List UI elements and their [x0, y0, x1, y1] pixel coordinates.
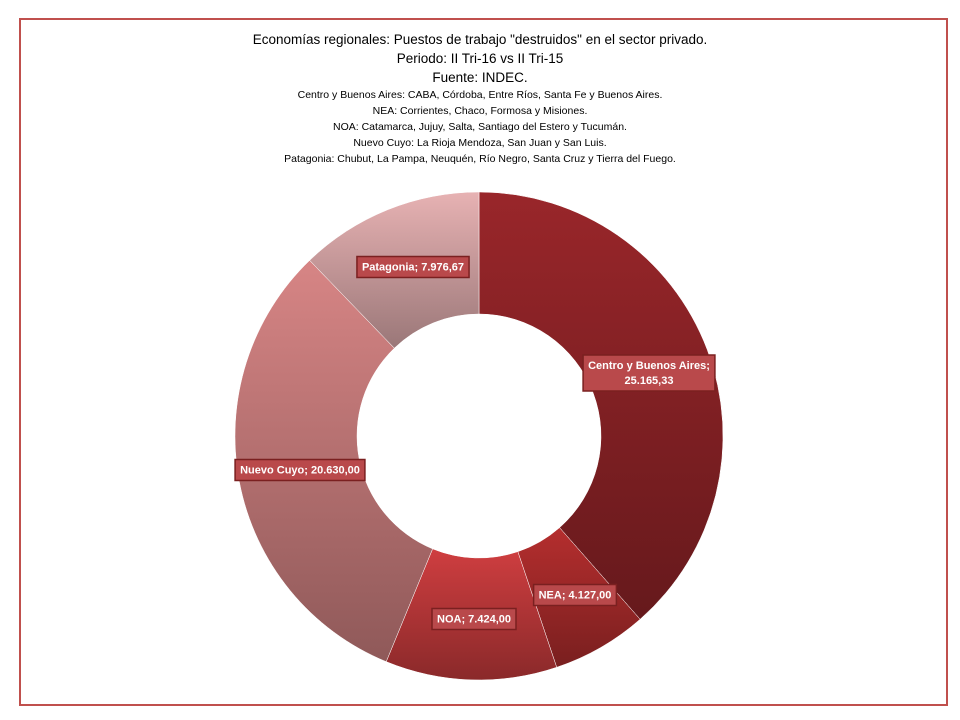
note-nea: NEA: Corrientes, Chaco, Formosa y Misiones.	[372, 105, 588, 117]
data-label-nuevo-cuyo	[235, 460, 365, 481]
data-label-text: 25.165,33	[624, 375, 674, 387]
data-label-text: NOA; 7.424,00	[437, 613, 511, 626]
chart-title: Economías regionales: Puestos de trabajo "destruidos" en el sector privado.	[252, 32, 708, 47]
data-label-text: Centro y Buenos Aires;	[588, 360, 710, 372]
data-label-noa	[432, 609, 516, 630]
data-label-centro-buenos-aires	[583, 355, 715, 391]
data-label-text: Patagonia; 7.976,67	[361, 261, 465, 274]
data-label-patagonia	[357, 257, 469, 278]
note-centro: Centro y Buenos Aires: CABA, Córdoba, Entre Ríos, Santa Fe y Buenos Aires.	[297, 89, 663, 101]
chart-subtitle: Periodo: II Tri-16 vs II Tri-15	[396, 51, 564, 66]
chart-source: Fuente: INDEC.	[432, 70, 528, 85]
data-label-text: Nuevo Cuyo; 20.630,00	[240, 464, 360, 477]
note-patagonia: Patagonia: Chubut, La Pampa, Neuquén, Río Negro, Santa Cruz y Tierra del Fuego.	[284, 153, 676, 165]
note-noa: NOA: Catamarca, Jujuy, Salta, Santiago del Estero y Tucumán.	[333, 121, 627, 133]
data-label-nea	[534, 585, 617, 606]
note-nuevo-cuyo: Nuevo Cuyo: La Rioja Mendoza, San Juan y San Luis.	[353, 137, 607, 149]
donut-slices	[235, 192, 723, 680]
data-label-text: NEA; 4.127,00	[538, 589, 612, 602]
